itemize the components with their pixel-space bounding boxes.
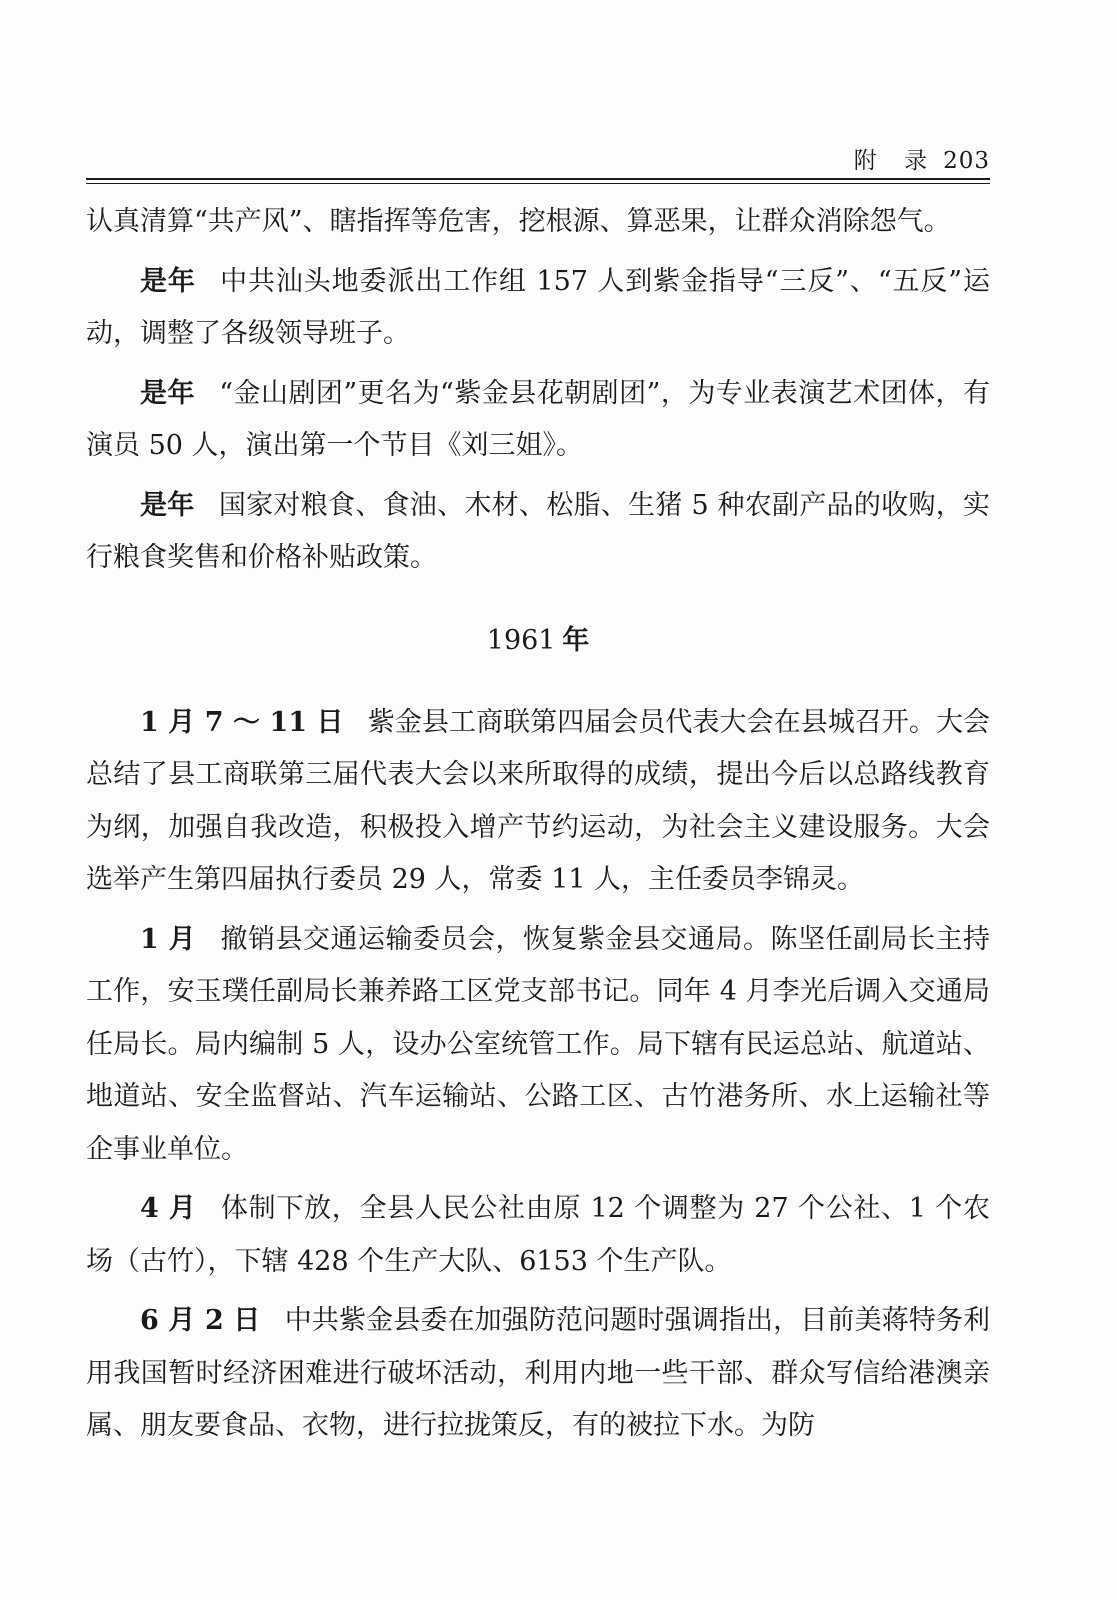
entry-date-lead: 6 月 2 日 (140, 1305, 261, 1336)
entry-paragraph (86, 256, 990, 361)
entry-date-lead: 是年 (140, 265, 196, 297)
header-section-label: 附 录 (853, 148, 938, 174)
entry-text: 体制下放，全县人民公社由原 12 个调整为 27 个公社、1 个农场（古竹），下辖 428 个生产大队、6153 个生产队。 (86, 1193, 990, 1277)
page-number: 203 (943, 148, 990, 174)
entry-text: 紫金县工商联第四届会员代表大会在县城召开。大会总结了县工商联第三届代表大会以来所取得的成绩，提出今后以总路线教育为纲，加强自我改造，积极投入增产节约运动，为社会主义建设服务。大会选举产生第四届执行委员 29 人，常委 11 人，主任委员李锦灵。 (86, 706, 990, 895)
entry-text: 撤销县交通运输委员会，恢复紫金县交通局。陈坚任副局长主持工作，安玉璞任副局长兼养路工区党支部书记。同年 4 月李光后调入交通局任局长。局内编制 5 人，设办公室统管工作。局下辖有民运总站、航道站、地道站、安全监督站、汽车运输站、公路工区、古竹港务所、水上运输社等企事业单位。 (86, 923, 991, 1165)
entry-date-lead: 是年 (140, 489, 195, 521)
entry-text: “金山剧团”更名为“紫金县花朝剧团”，为专业表演艺术团体，有演员 50 人，演出第一个节目《刘三姐》。 (86, 377, 990, 461)
year-heading-year: 1961 (486, 624, 556, 656)
entry-paragraph (86, 368, 990, 473)
entry-paragraph (86, 914, 990, 1177)
entry-paragraph (86, 1295, 990, 1453)
entry-text: 国家对粮食、食油、木材、松脂、生猪 5 种农副产品的收购，实行粮食奖售和价格补贴政策。 (86, 489, 991, 573)
entry-text: 中共汕头地委派出工作组 157 人到紫金指导“三反”、“五反”运动，调整了各级领导班子。 (86, 265, 991, 349)
body-text (86, 196, 990, 1460)
year-heading-suffix: 年 (562, 624, 590, 656)
header-rule-thick (86, 178, 990, 180)
continued-paragraph: 认真清算“共产风”、瞎指挥等危害，挖根源、算恶果，让群众消除怨气。 (86, 206, 951, 237)
entry-date-lead: 4 月 (140, 1193, 197, 1224)
running-header (86, 142, 990, 182)
entry-date-lead: 是年 (140, 377, 195, 409)
entry-date-lead: 1 月 7 ～ 11 日 (140, 706, 344, 738)
header-text (854, 142, 990, 175)
entry-paragraph (86, 697, 990, 907)
entry-text: 中共紫金县委在加强防范问题时强调指出，目前美蒋特务利用我国暂时经济困难进行破坏活动，利用内地一些干部、群众写信给港澳亲属、朋友要食品、衣物，进行拉拢策反，有的被拉下水。为防 (86, 1305, 991, 1441)
entry-date-lead: 1 月 (140, 923, 197, 955)
entry-paragraph (86, 480, 990, 585)
entry-paragraph (86, 1183, 990, 1288)
header-rule-thin (86, 183, 990, 184)
year-heading (86, 615, 990, 667)
